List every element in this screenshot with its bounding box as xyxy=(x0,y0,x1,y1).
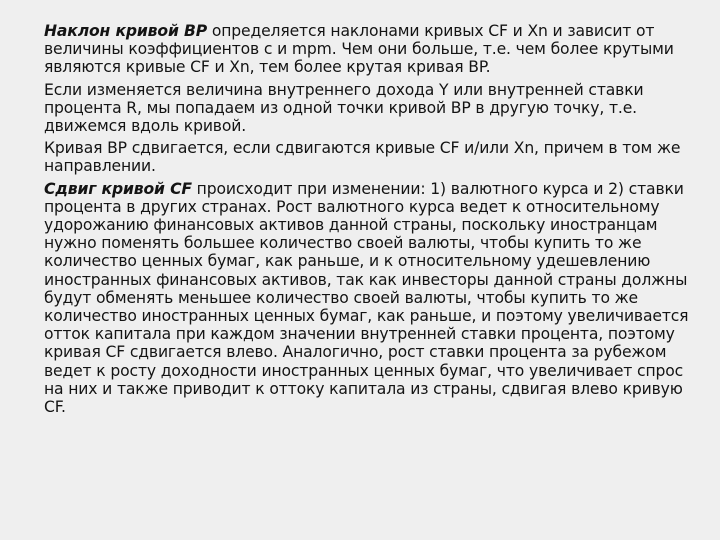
paragraph-text: определяется наклонами кривых CF и Xn и зависит от величины коэффициентов с и mpm. Чем они больше, т.е. чем более крутыми являются кривые CF и Xn, тем более крутая кривая BP. xyxy=(44,22,674,77)
paragraph-bp-slope xyxy=(44,22,690,77)
paragraph-text: происходит при изменении: 1) валютного курса и 2) ставки процента в других странах. Рост валютного курса ведет к относительному удорожанию финансовых активов данной страны, поскольку иностранцам нужно поменять большее количество своей валюты, чтобы купить то же количество ценных бумаг, как раньше, и к относительному удешевлению иностранных финансовых активов, так как инвесторы данной страны должны будут обменять меньшее количество своей валюты, чтобы купить то же количество иностранных ценных бумаг, как раньше, и поэтому увеличивается отток капитала при каждом значении внутренней ставки процента, поэтому кривая CF сдвигается влево. Аналогично, рост ставки процента за рубежом ведет к росту доходности иностранных ценных бумаг, что увеличивает спрос на них и также приводит к оттоку капитала из страны, сдвигая влево кривую CF. xyxy=(44,179,689,417)
term-bp-slope: Наклон кривой BP xyxy=(44,22,208,40)
paragraph-text: Если изменяется величина внутреннего дохода Y или внутренней ставки процента R, мы попадаем из одной точки кривой BP в другую точку, т.е. движемся вдоль кривой. xyxy=(44,80,644,136)
paragraph-text: Кривая BP сдвигается, если сдвигаются кривые CF и/или Xn, причем в том же направлении. xyxy=(44,139,681,176)
paragraph-cf-shift xyxy=(44,180,690,417)
text-body xyxy=(44,22,690,420)
term-cf-shift: Сдвиг кривой CF xyxy=(44,179,192,198)
paragraph-bp-shift xyxy=(44,139,690,175)
paragraph-movement-along-curve xyxy=(44,81,690,136)
